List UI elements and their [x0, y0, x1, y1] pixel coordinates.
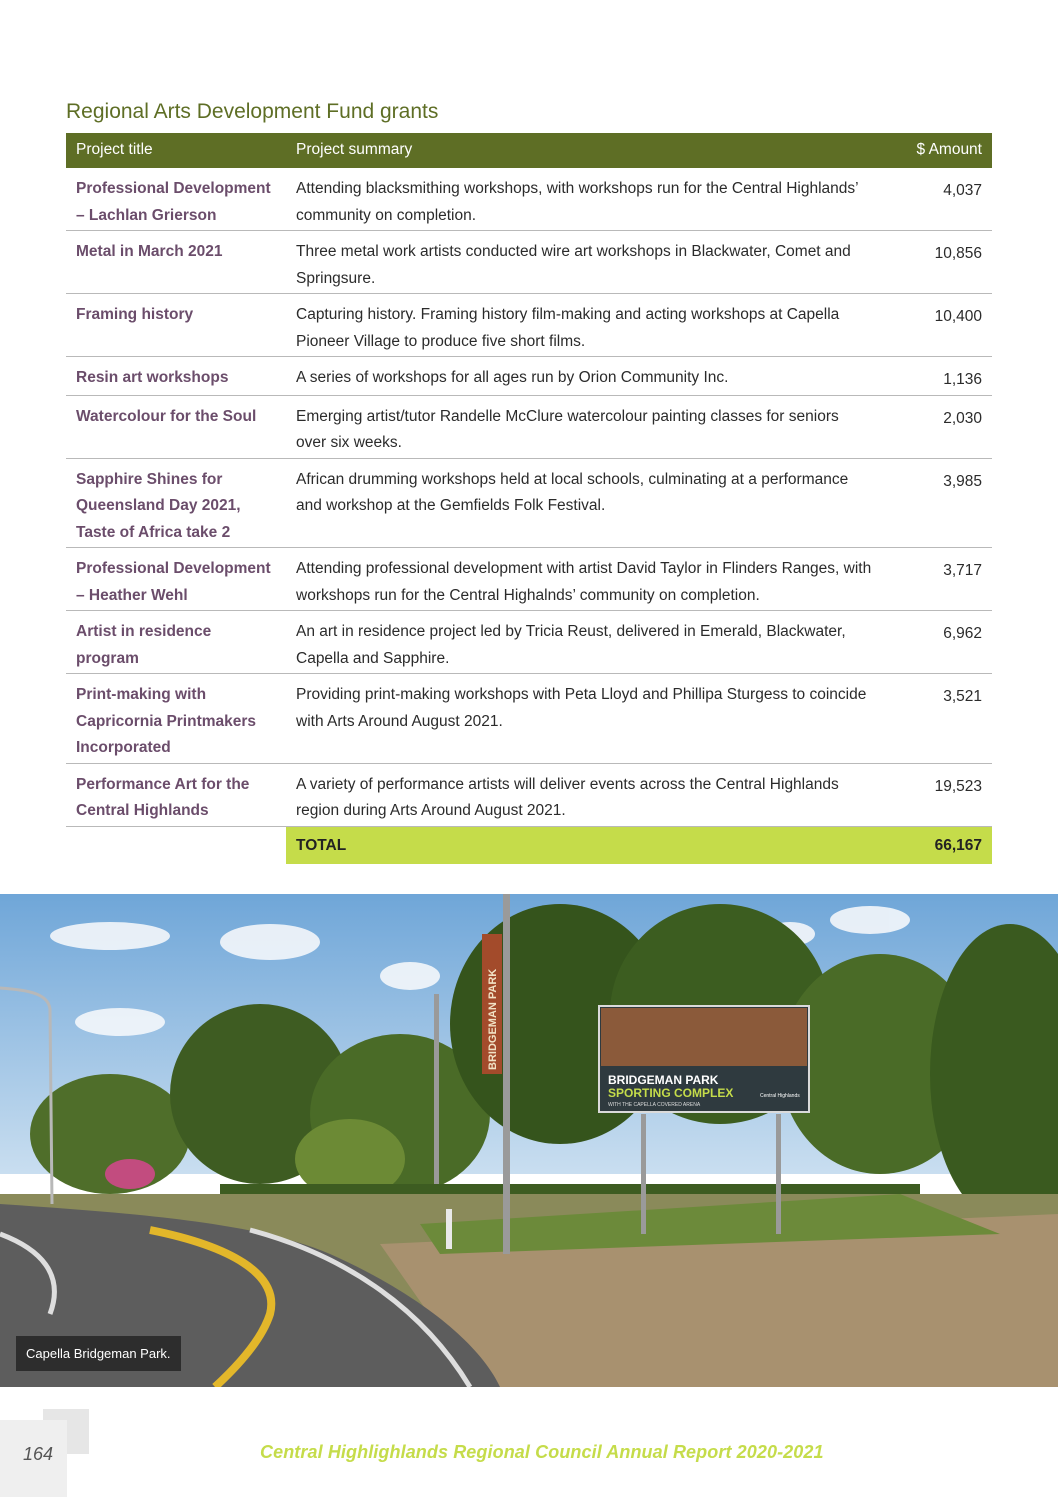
project-summary: African drumming workshops held at local schools, culminating at a performance and workshop at the Gemfields Folk Festival. [286, 458, 882, 548]
table-row [66, 548, 992, 611]
bollard [446, 1209, 452, 1249]
banner-text: BRIDGEMAN PARK [487, 968, 499, 1070]
project-title: Professional Development – Heather Wehl [66, 548, 286, 611]
footer-title: Central Highlighlands Regional Council Annual Report 2020-2021 [260, 1442, 824, 1462]
table-row [66, 231, 992, 294]
project-summary: Emerging artist/tutor Randelle McClure watercolour painting classes for seniors over six weeks. [286, 395, 882, 458]
header-amount: $ Amount [882, 133, 992, 168]
table-row [66, 674, 992, 764]
table-row [66, 763, 992, 826]
project-title: Professional Development – Lachlan Grierson [66, 168, 286, 231]
project-title: Resin art workshops [66, 357, 286, 396]
sign-line3: WITH THE CAPELLA COVERED ARENA [608, 1102, 701, 1108]
project-title: Artist in residence program [66, 611, 286, 674]
project-amount: 3,521 [882, 674, 992, 764]
sign-line2: SPORTING COMPLEX [608, 1086, 734, 1100]
sign-logo: Central Highlands [760, 1093, 800, 1099]
project-title: Watercolour for the Soul [66, 395, 286, 458]
total-amount: 66,167 [882, 826, 992, 864]
project-summary: Providing print-making workshops with Peta Lloyd and Phillipa Sturgess to coincide with Arts Around August 2021. [286, 674, 882, 764]
project-summary: Attending professional development with artist David Taylor in Flinders Ranges, with workshops run for the Central Highalnds’ community on completion. [286, 548, 882, 611]
project-amount: 4,037 [882, 168, 992, 231]
project-amount: 3,717 [882, 548, 992, 611]
project-amount: 6,962 [882, 611, 992, 674]
park-photo [0, 894, 1058, 1387]
sign-post-right [776, 1114, 781, 1234]
project-amount: 2,030 [882, 395, 992, 458]
header-project-title: Project title [66, 133, 286, 168]
project-summary: Capturing history. Framing history film-making and acting workshops at Capella Pioneer Village to produce five short films. [286, 294, 882, 357]
table-row [66, 611, 992, 674]
photo-caption: Capella Bridgeman Park. [16, 1336, 181, 1371]
total-spacer [66, 826, 286, 864]
project-amount: 19,523 [882, 763, 992, 826]
project-summary: Three metal work artists conducted wire art workshops in Blackwater, Comet and Springsure. [286, 231, 882, 294]
project-title: Sapphire Shines for Queensland Day 2021, Taste of Africa take 2 [66, 458, 286, 548]
project-amount: 3,985 [882, 458, 992, 548]
table-header-row [66, 133, 992, 168]
project-summary: Attending blacksmithing workshops, with workshops run for the Central Highlands’ community on completion. [286, 168, 882, 231]
project-title: Metal in March 2021 [66, 231, 286, 294]
project-summary: A series of workshops for all ages run by Orion Community Inc. [286, 357, 882, 396]
project-amount: 10,400 [882, 294, 992, 357]
project-summary: An art in residence project led by Tricia Reust, delivered in Emerald, Blackwater, Capella and Sapphire. [286, 611, 882, 674]
grants-table [66, 133, 992, 864]
park-illustration [0, 894, 1058, 1387]
total-label: TOTAL [286, 826, 882, 864]
project-title: Performance Art for the Central Highlands [66, 763, 286, 826]
header-project-summary: Project summary [286, 133, 882, 168]
total-row [66, 826, 992, 864]
sign-line1: BRIDGEMAN PARK [608, 1073, 719, 1087]
table-row [66, 168, 992, 231]
sign-post-left [641, 1114, 646, 1234]
sign-cattle-photo [601, 1008, 807, 1066]
table-row [66, 395, 992, 458]
project-summary: A variety of performance artists will deliver events across the Central Highlands region during Arts Around August 2021. [286, 763, 882, 826]
project-amount: 10,856 [882, 231, 992, 294]
project-title: Print-making with Capricornia Printmakers Incorporated [66, 674, 286, 764]
section-title: Regional Arts Development Fund grants [66, 100, 439, 123]
project-title: Framing history [66, 294, 286, 357]
light-pole [503, 894, 510, 1254]
light-pole-2 [434, 994, 439, 1184]
table-row [66, 294, 992, 357]
table-row [66, 357, 992, 396]
page-number: 164 [23, 1444, 54, 1464]
table-row [66, 458, 992, 548]
project-amount: 1,136 [882, 357, 992, 396]
